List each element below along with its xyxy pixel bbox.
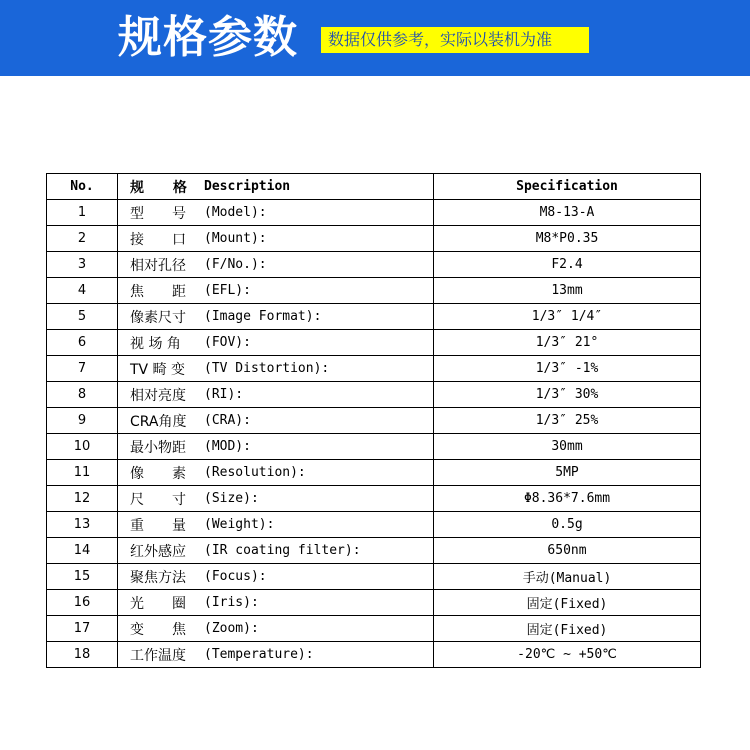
row-description xyxy=(118,356,434,382)
row-name-zh: 重 量 xyxy=(130,517,186,534)
row-name-zh: CRA角度 xyxy=(130,413,187,430)
header-no: No. xyxy=(47,174,118,200)
row-name-en: (FOV): xyxy=(204,335,251,350)
row-number: 17 xyxy=(47,616,118,642)
table-row xyxy=(47,460,701,486)
spec-table-body xyxy=(47,200,701,668)
table-row xyxy=(47,564,701,590)
row-spec-value: 650nm xyxy=(434,538,701,564)
row-name-zh: 视 场 角 xyxy=(130,335,181,352)
row-name-zh: 工作温度 xyxy=(130,647,186,664)
table-row xyxy=(47,434,701,460)
header-banner xyxy=(0,0,750,76)
table-row xyxy=(47,252,701,278)
table-row xyxy=(47,200,701,226)
row-number: 6 xyxy=(47,330,118,356)
row-number: 8 xyxy=(47,382,118,408)
row-spec-value: F2.4 xyxy=(434,252,701,278)
row-number: 12 xyxy=(47,486,118,512)
row-number: 3 xyxy=(47,252,118,278)
row-name-zh: 光 圈 xyxy=(130,595,186,612)
row-spec-value: 手动(Manual) xyxy=(434,564,701,590)
row-number: 10 xyxy=(47,434,118,460)
row-description xyxy=(118,408,434,434)
row-name-en: (Size): xyxy=(204,491,259,506)
row-number: 1 xyxy=(47,200,118,226)
row-name-en: (Resolution): xyxy=(204,465,306,480)
row-description xyxy=(118,252,434,278)
row-name-en: (Weight): xyxy=(204,517,275,532)
row-description xyxy=(118,564,434,590)
row-name-en: (F/No.): xyxy=(204,257,267,272)
row-spec-value: M8-13-A xyxy=(434,200,701,226)
row-name-zh: 像素尺寸 xyxy=(130,309,186,326)
table-row xyxy=(47,642,701,668)
table-row xyxy=(47,330,701,356)
row-description xyxy=(118,590,434,616)
header-name-zh: 规 格 xyxy=(130,179,199,196)
row-name-zh: 最小物距 xyxy=(130,439,186,456)
row-name-zh: 焦 距 xyxy=(130,283,186,300)
row-name-zh: 相对亮度 xyxy=(130,387,186,404)
table-row xyxy=(47,512,701,538)
row-number: 4 xyxy=(47,278,118,304)
row-description xyxy=(118,278,434,304)
table-row xyxy=(47,616,701,642)
row-name-en: (IR coating filter): xyxy=(204,543,361,558)
table-row xyxy=(47,278,701,304)
table-row xyxy=(47,486,701,512)
row-name-zh: TV 畸 变 xyxy=(130,361,186,378)
row-description xyxy=(118,382,434,408)
row-number: 5 xyxy=(47,304,118,330)
row-name-en: (EFL): xyxy=(204,283,251,298)
row-name-en: (Zoom): xyxy=(204,621,259,636)
row-name-zh: 变 焦 xyxy=(130,621,186,638)
row-number: 9 xyxy=(47,408,118,434)
table-row xyxy=(47,382,701,408)
row-description xyxy=(118,226,434,252)
row-spec-value: -20℃ ~ +50℃ xyxy=(434,642,701,668)
row-name-zh: 尺 寸 xyxy=(130,491,186,508)
row-description xyxy=(118,538,434,564)
table-row xyxy=(47,226,701,252)
table-header-row xyxy=(47,174,701,200)
row-spec-value: 5MP xyxy=(434,460,701,486)
row-number: 14 xyxy=(47,538,118,564)
row-number: 18 xyxy=(47,642,118,668)
row-description xyxy=(118,616,434,642)
page-title: 规格参数 xyxy=(118,12,298,63)
table-row xyxy=(47,538,701,564)
row-description xyxy=(118,486,434,512)
row-number: 2 xyxy=(47,226,118,252)
row-name-en: (CRA): xyxy=(204,413,251,428)
row-description xyxy=(118,460,434,486)
row-number: 16 xyxy=(47,590,118,616)
row-number: 13 xyxy=(47,512,118,538)
row-name-en: (Iris): xyxy=(204,595,259,610)
row-name-zh: 相对孔径 xyxy=(130,257,186,274)
row-name-zh: 像 素 xyxy=(130,465,186,482)
table-row xyxy=(47,356,701,382)
row-name-en: (TV Distortion): xyxy=(204,361,330,376)
row-name-en: (Mount): xyxy=(204,231,267,246)
row-spec-value: 30mm xyxy=(434,434,701,460)
row-spec-value: 0.5g xyxy=(434,512,701,538)
row-spec-value: 1/3″ -1% xyxy=(434,356,701,382)
row-name-zh: 型 号 xyxy=(130,205,186,222)
row-name-en: (Focus): xyxy=(204,569,267,584)
row-spec-value: Φ8.36*7.6mm xyxy=(434,486,701,512)
row-spec-value: 1/3″ 30% xyxy=(434,382,701,408)
spec-table xyxy=(46,173,701,668)
row-name-en: (Temperature): xyxy=(204,647,314,662)
row-name-en: (RI): xyxy=(204,387,244,402)
row-number: 15 xyxy=(47,564,118,590)
row-description xyxy=(118,200,434,226)
header-spec: Specification xyxy=(434,174,701,200)
header-description xyxy=(118,174,434,200)
row-spec-value: 固定(Fixed) xyxy=(434,616,701,642)
table-row xyxy=(47,304,701,330)
row-spec-value: 13mm xyxy=(434,278,701,304)
row-spec-value: 1/3″ 1/4″ xyxy=(434,304,701,330)
row-name-zh: 聚焦方法 xyxy=(130,569,186,586)
row-name-en: (Model): xyxy=(204,205,267,220)
row-description xyxy=(118,642,434,668)
row-description xyxy=(118,434,434,460)
row-spec-value: M8*P0.35 xyxy=(434,226,701,252)
disclaimer-note: 数据仅供参考，实际以装机为准 xyxy=(321,27,589,53)
row-description xyxy=(118,304,434,330)
row-name-zh: 红外感应 xyxy=(130,543,186,560)
row-number: 7 xyxy=(47,356,118,382)
row-name-zh: 接 口 xyxy=(130,231,186,248)
row-name-en: (Image Format): xyxy=(204,309,322,324)
table-row xyxy=(47,408,701,434)
row-spec-value: 1/3″ 21° xyxy=(434,330,701,356)
row-description xyxy=(118,330,434,356)
row-name-en: (MOD): xyxy=(204,439,251,454)
table-row xyxy=(47,590,701,616)
row-description xyxy=(118,512,434,538)
row-number: 11 xyxy=(47,460,118,486)
header-name-en: Description xyxy=(204,179,291,194)
row-spec-value: 固定(Fixed) xyxy=(434,590,701,616)
row-spec-value: 1/3″ 25% xyxy=(434,408,701,434)
